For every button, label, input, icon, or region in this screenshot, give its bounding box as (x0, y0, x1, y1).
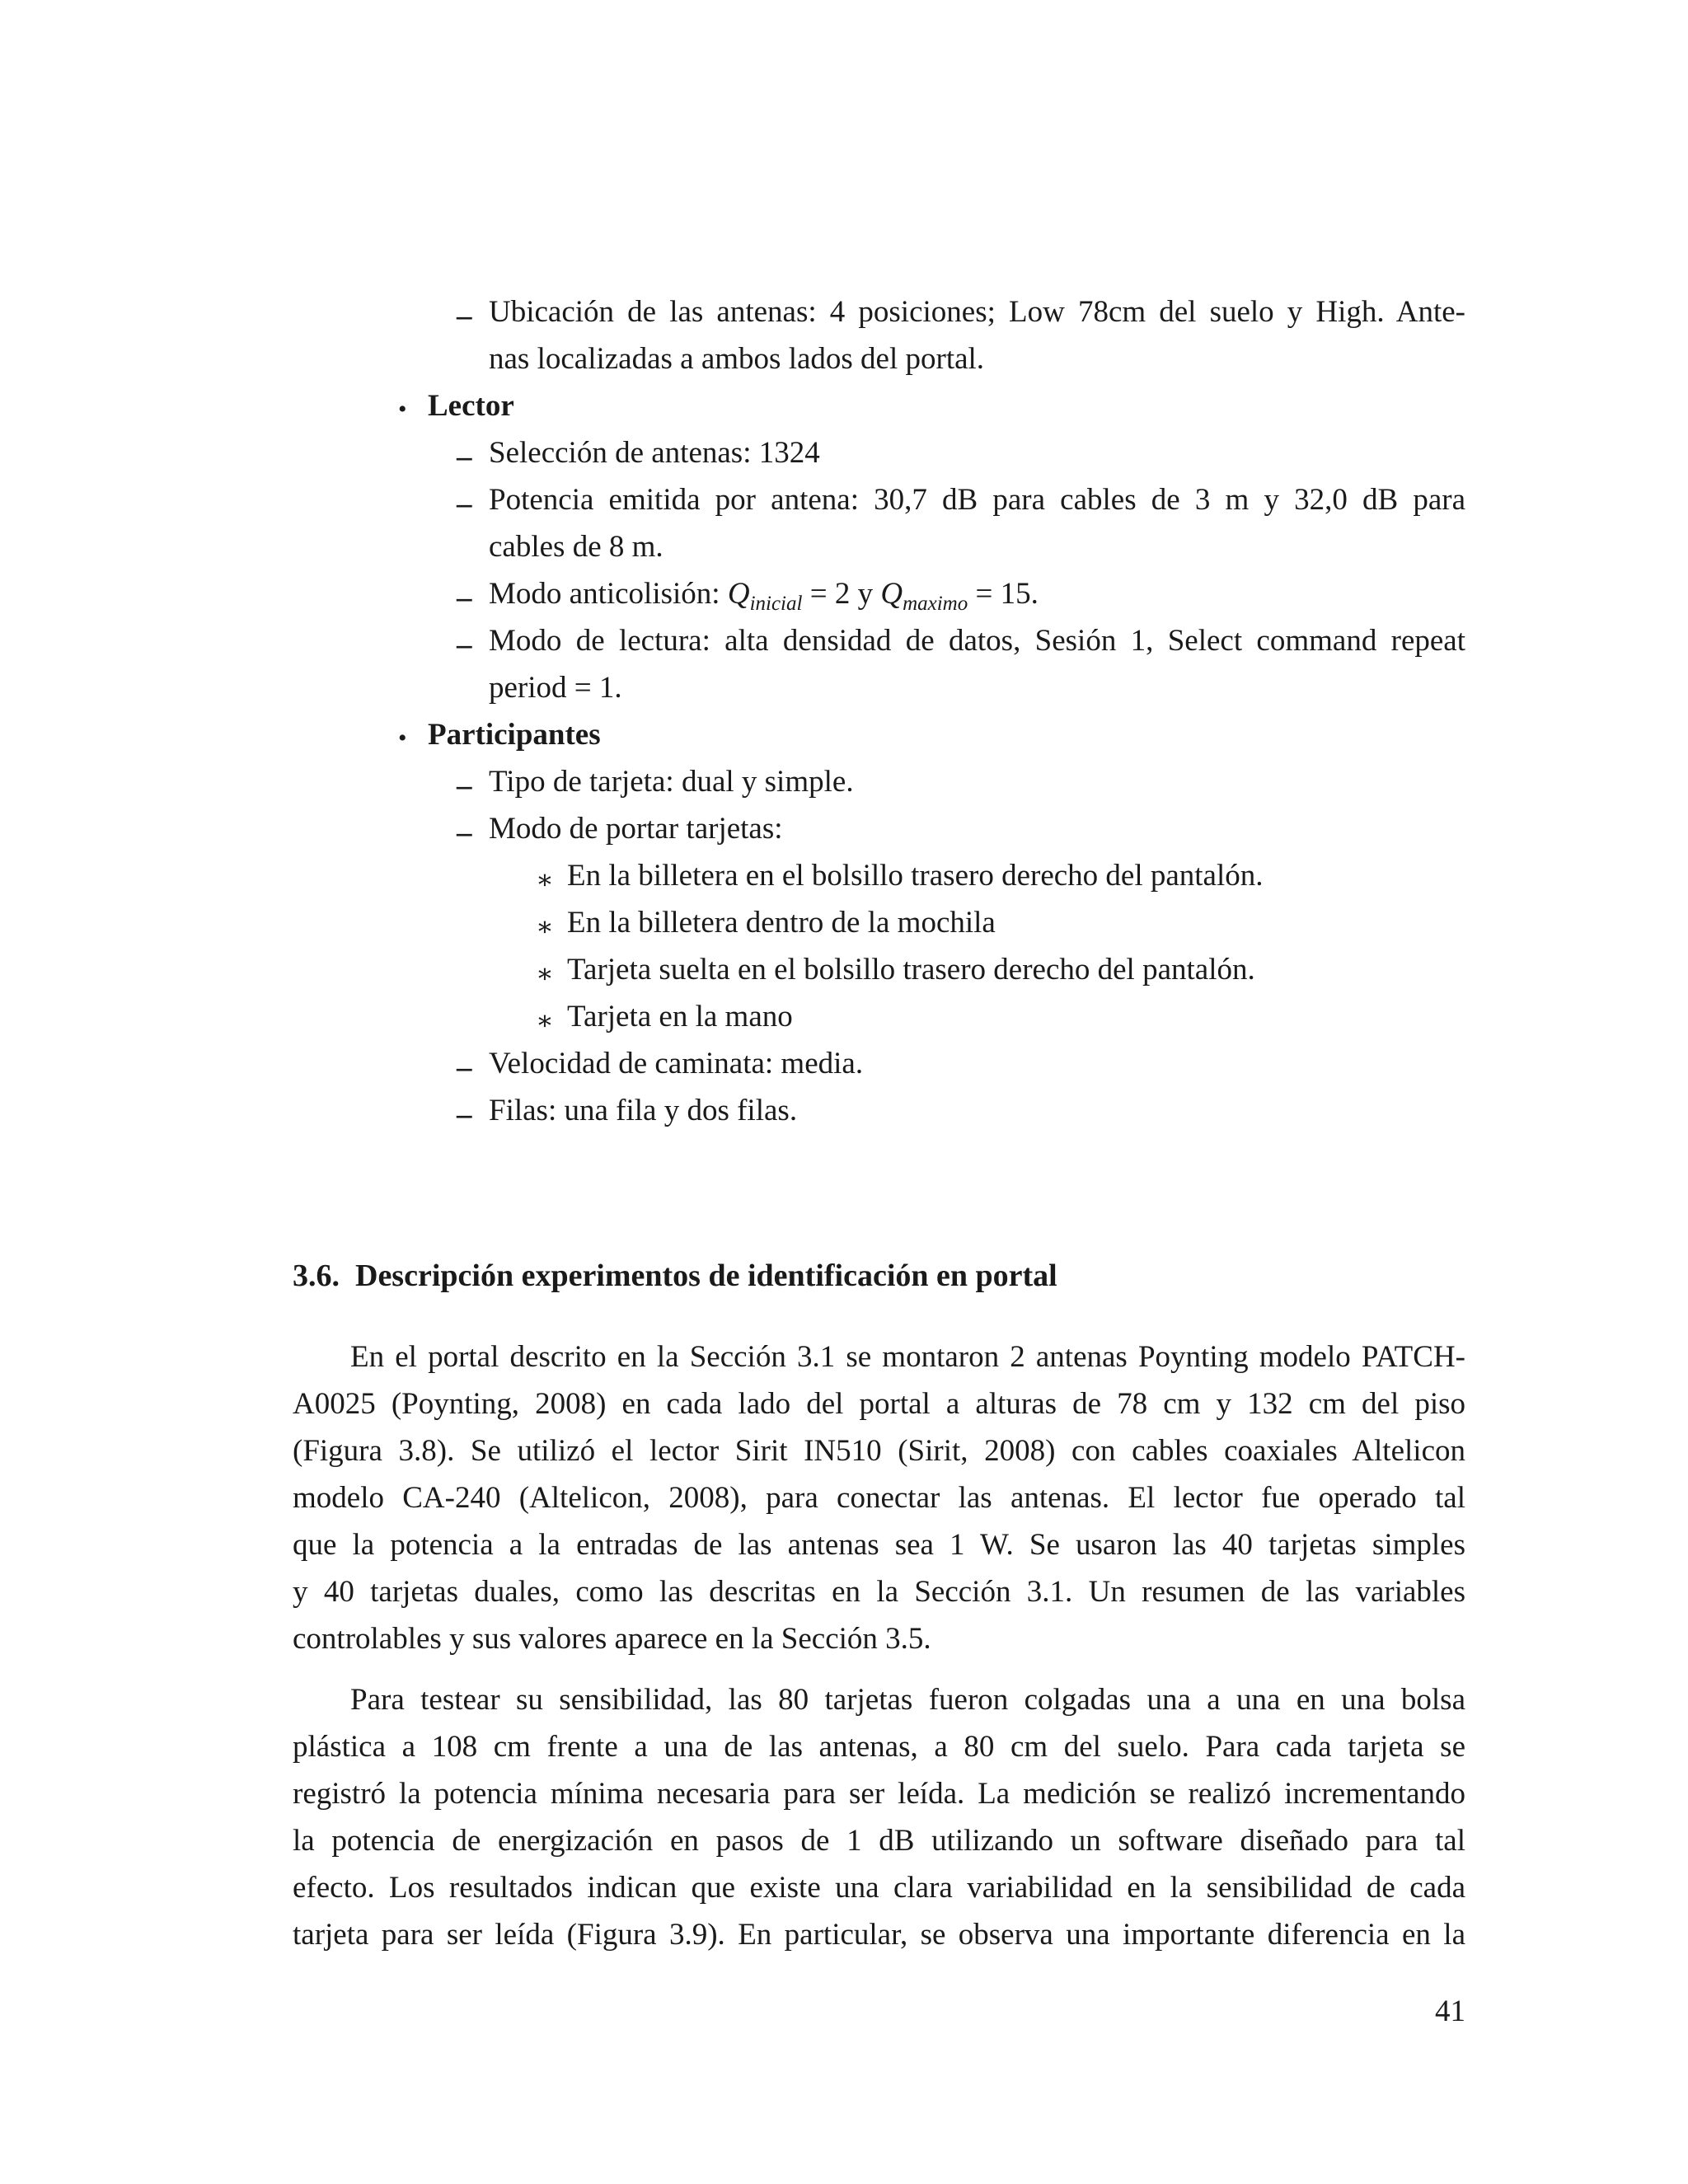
paragraph-line: modelo CA-240 (Altelicon, 2008), para conectar las antenas. El lector fue operado tal (293, 1481, 1465, 1515)
list-dash: – (457, 487, 472, 521)
power-line1: Potencia emitida por antena: 30,7 dB para cables de 3 m y 32,0 dB para (489, 483, 1465, 517)
list-dash: – (457, 299, 472, 333)
walking-speed: Velocidad de caminata: media. (489, 1047, 864, 1080)
list-dash: – (457, 628, 472, 662)
bullet-icon: • (398, 396, 407, 423)
section-heading (293, 1258, 1057, 1294)
card-mode: Modo de portar tarjetas: (489, 812, 783, 846)
read-mode-line2: period = 1. (489, 671, 622, 705)
card-mode-item: En la billetera dentro de la mochila (567, 906, 996, 940)
paragraph-line: A0025 (Poynting, 2008) en cada lado del portal a alturas de 78 cm y 132 cm del piso (293, 1387, 1465, 1421)
read-mode-line1: Modo de lectura: alta densidad de datos, Sesión 1, Select command repeat (489, 624, 1465, 658)
anticollision-and: y (850, 577, 881, 611)
paragraph-line: plástica a 108 cm frente a una de las antenas, a 80 cm del suelo. Para cada tarjeta se (293, 1730, 1465, 1764)
q-maximo-value: = 15 (968, 577, 1031, 611)
q-inicial-symbol: $Q_{inicial}$ (727, 577, 803, 615)
section-number: 3.6. (293, 1258, 340, 1293)
card-mode-item: En la billetera en el bolsillo trasero derecho del pantalón. (567, 859, 1264, 893)
list-dash: – (457, 1098, 472, 1132)
paragraph-line: tarjeta para ser leída (Figura 3.9). En particular, se observa una importante diferencia en la (293, 1918, 1465, 1952)
antenna-location-line2: nas localizadas a ambos lados del portal. (489, 342, 985, 376)
paragraph-line: En el portal descrito en la Sección 3.1 se montaron 2 antenas Poynting modelo PATCH- (350, 1340, 1465, 1374)
paragraph-line: que la potencia a la entradas de las antenas sea 1 W. Se usaron las 40 tarjetas simples (293, 1528, 1465, 1562)
antenna-location-line1: Ubicación de las antenas: 4 posiciones; Low 78cm del suelo y High. Ante- (489, 295, 1465, 329)
list-dash: – (457, 816, 472, 850)
paragraph-line: Para testear su sensibilidad, las 80 tarjetas fueron colgadas una a una en una bolsa (350, 1683, 1465, 1717)
paragraph-line: controlables y sus valores aparece en la Sección 3.5. (293, 1622, 931, 1656)
card-mode-item: Tarjeta en la mano (567, 1000, 793, 1033)
asterisk-icon: ∗ (536, 865, 554, 894)
asterisk-icon: ∗ (536, 912, 554, 941)
list-dash: – (457, 769, 472, 803)
power-line2: cables de 8 m. (489, 530, 663, 564)
paragraph-line: efecto. Los resultados indican que existe una clara variabilidad en la sensibilidad de cada (293, 1871, 1465, 1905)
card-mode-item: Tarjeta suelta en el bolsillo trasero derecho del pantalón. (567, 953, 1255, 987)
list-dash: – (457, 1051, 472, 1085)
anticollision-prefix: Modo anticolisión: (489, 577, 728, 611)
lector-heading: Lector (428, 389, 514, 423)
anticollision-end: . (1030, 577, 1039, 611)
paragraph-line: y 40 tarjetas duales, como las descritas en la Sección 3.1. Un resumen de las variables (293, 1575, 1465, 1609)
bullet-icon: • (398, 724, 407, 752)
paragraph-line: la potencia de energización en pasos de 1 dB utilizando un software diseñado para tal (293, 1824, 1465, 1858)
list-dash: – (457, 440, 472, 474)
participantes-heading: Participantes (428, 718, 601, 752)
card-type: Tipo de tarjeta: dual y simple. (489, 765, 854, 799)
q-maximo-symbol: $Q_{maximo}$ (880, 577, 968, 615)
asterisk-icon: ∗ (536, 958, 554, 988)
antenna-selection: Selección de antenas: 1324 (489, 436, 820, 470)
list-dash: – (457, 581, 472, 615)
anticollision-mode (489, 576, 1039, 615)
paragraph-line: (Figura 3.8). Se utilizó el lector Sirit IN510 (Sirit, 2008) con cables coaxiales Altelicon (293, 1434, 1465, 1468)
q-inicial-value: = 2 (802, 577, 851, 611)
asterisk-icon: ∗ (536, 1005, 554, 1035)
section-title: Descripción experimentos de identificación en portal (355, 1258, 1057, 1293)
paragraph-line: registró la potencia mínima necesaria para ser leída. La medición se realizó incrementando (293, 1777, 1465, 1811)
rows: Filas: una fila y dos filas. (489, 1094, 798, 1127)
page-number: 41 (1435, 1994, 1465, 2028)
